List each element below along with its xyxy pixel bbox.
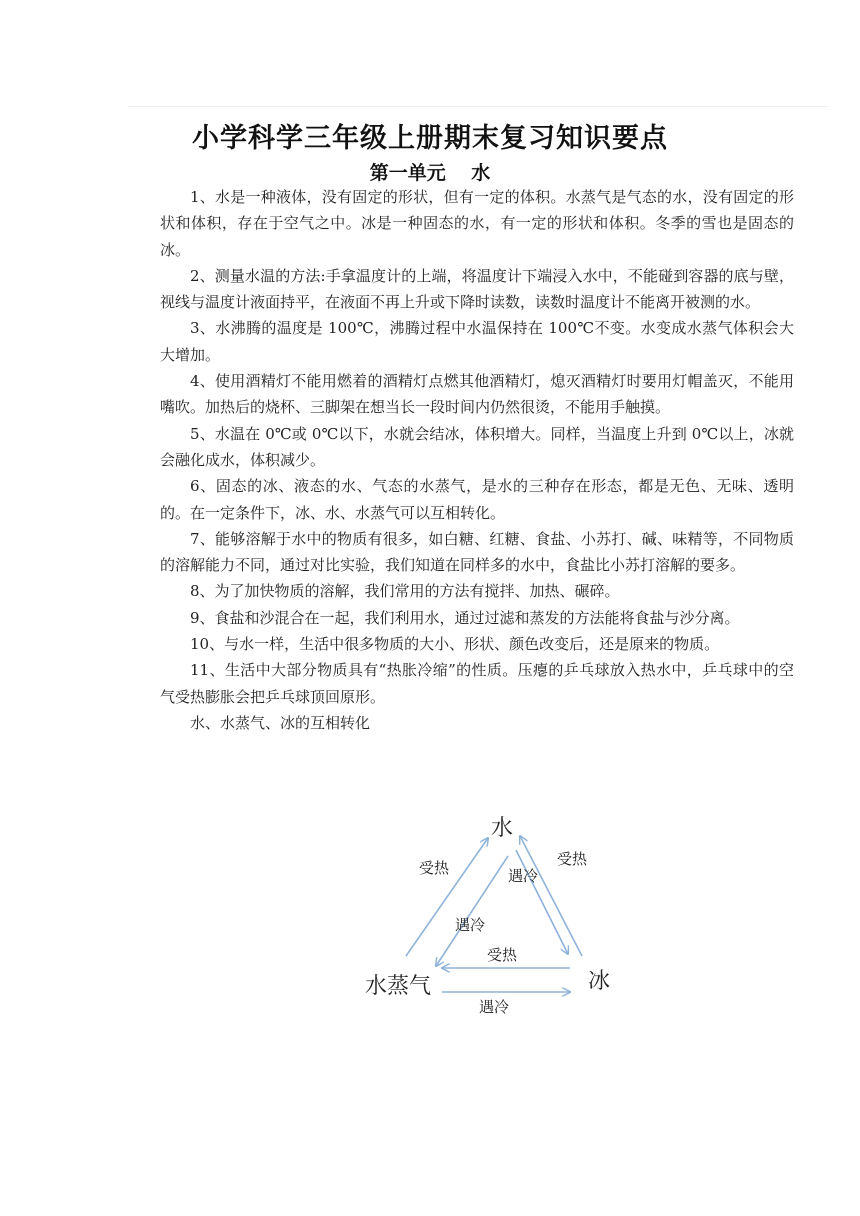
- label-water-to-vapor: 遇冷: [454, 916, 486, 934]
- water-state-cycle-diagram: [340, 806, 640, 1026]
- node-ice: 冰: [587, 969, 611, 994]
- paragraph-4: 4、使用酒精灯不能用燃着的酒精灯点燃其他酒精灯，熄灭酒精灯时要用灯帽盖灭，不能用嘴吹。加热后的烧杯、三脚架在想当长一段时间内仍然很烫，不能用手触摸。: [160, 372, 794, 417]
- paragraph-10: 10、与水一样，生活中很多物质的大小、形状、颜色改变后，还是原来的物质。: [190, 635, 720, 654]
- unit-heading: 第一单元 水: [369, 162, 491, 184]
- document-title: 小学科学三年级上册期末复习知识要点: [192, 123, 668, 154]
- paragraph-9: 9、食盐和沙混合在一起，我们利用水，通过过滤和蒸发的方法能将食盐与沙分离。: [190, 608, 740, 627]
- label-vapor-to-water: 受热: [418, 859, 450, 877]
- label-ice-to-vapor: 受热: [486, 946, 518, 964]
- paragraph-8: 8、为了加快物质的溶解，我们常用的方法有搅拌、加热、碾碎。: [190, 582, 620, 601]
- label-ice-to-water: 受热: [556, 850, 588, 868]
- node-water: 水: [490, 816, 514, 841]
- paragraph-6: 6、固态的冰、液态的水、气态的水蒸气，是水的三种存在形态，都是无色、无味、透明的。在一定条件下，冰、水、水蒸气可以互相转化。: [160, 477, 794, 522]
- label-vapor-to-ice: 遇冷: [478, 998, 510, 1016]
- paragraph-11: 11、生活中大部分物质具有“热胀冷缩”的性质。压瘪的乒乓球放入热水中，乒乓球中的空气受热膨胀会把乒乓球顶回原形。: [160, 661, 794, 706]
- paragraph-7: 7、能够溶解于水中的物质有很多，如白糖、红糖、食盐、小苏打、碱、味精等，不同物质的溶解能力不同，通过对比实验，我们知道在同样多的水中，食盐比小苏打溶解的要多。: [160, 529, 794, 575]
- paragraph-1: 1、水是一种液体，没有固定的形状，但有一定的体积。水蒸气是气态的水，没有固定的形状和体积，存在于空气之中。冰是一种固态的水，有一定的形状和体积。冬季的雪也是固态的冰。: [160, 188, 794, 259]
- paragraph-5: 5、水温在 0℃或 0℃以下，水就会结冰，体积增大。同样，当温度上升到 0℃以上，冰就会融化成水，体积减少。: [160, 424, 794, 469]
- diagram-caption: 水、水蒸气、冰的互相转化: [190, 713, 371, 732]
- paragraph-2: 2、测量水温的方法:手拿温度计的上端，将温度计下端浸入水中，不能碰到容器的底与壁，视线与温度计液面持平，在液面不再上升或下降时读数，读数时温度计不能离开被测的水。: [160, 266, 794, 312]
- page-top-rule: [128, 106, 828, 107]
- paragraph-3: 3、水沸腾的温度是 100℃，沸腾过程中水温保持在 100℃不变。水变成水蒸气体积会大大增加。: [160, 319, 794, 364]
- arrow-vapor-to-water: [406, 838, 488, 956]
- body-text: [160, 184, 794, 736]
- label-water-to-ice: 遇冷: [507, 867, 539, 885]
- node-vapor: 水蒸气: [364, 974, 432, 999]
